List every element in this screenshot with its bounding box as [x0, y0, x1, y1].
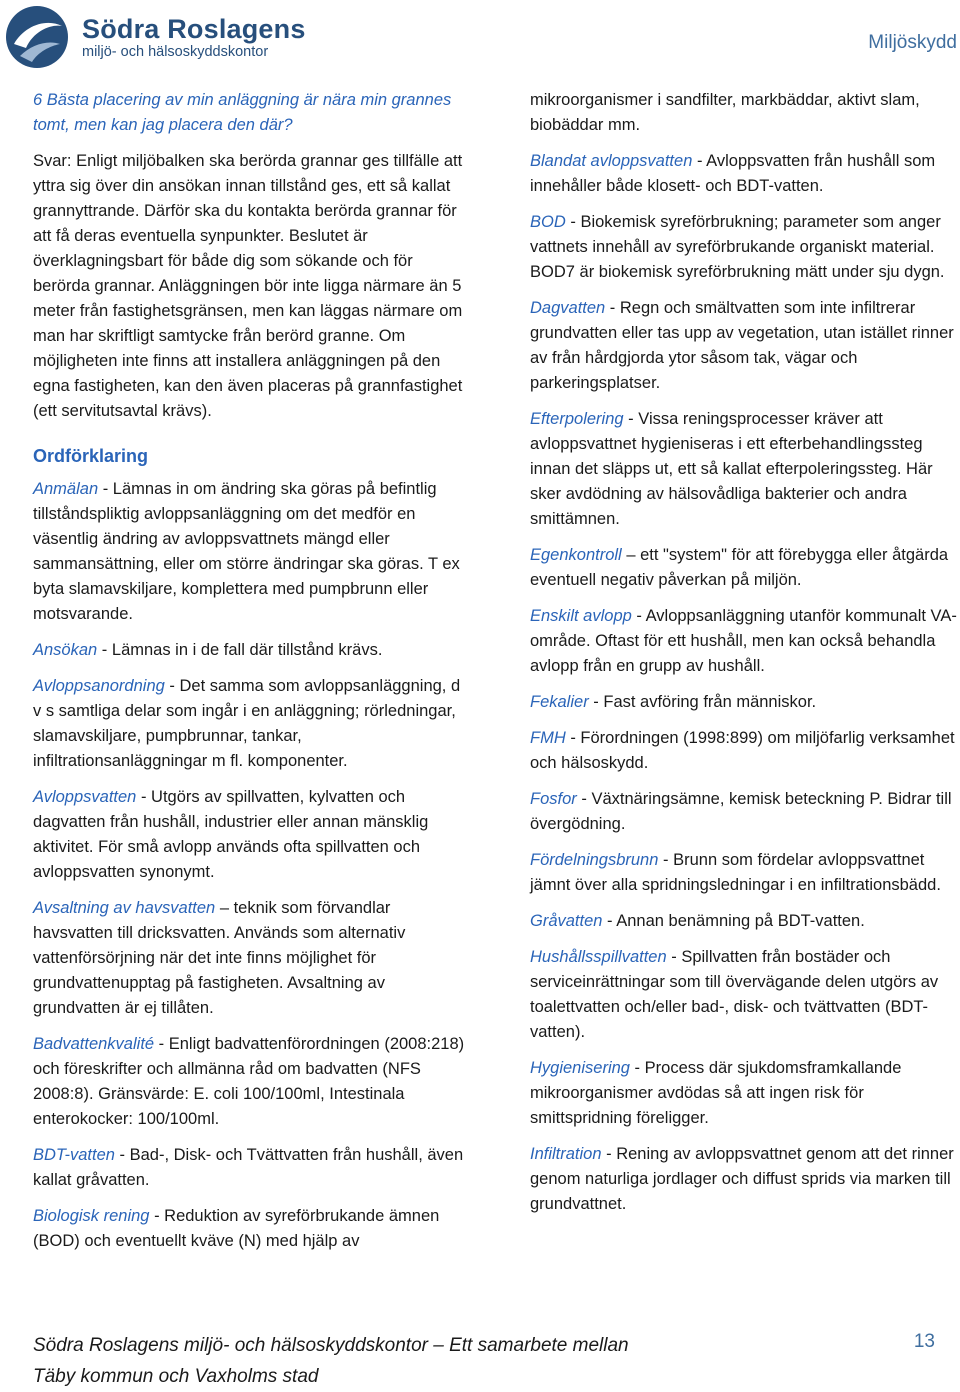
- glossary-entry: [33, 674, 465, 774]
- glossary-entry: [530, 604, 958, 679]
- glossary-entry: [530, 296, 958, 396]
- glossary-entry: [33, 1032, 465, 1132]
- glossary-separator: -: [666, 948, 682, 966]
- glossary-entry: [530, 407, 958, 532]
- glossary-separator: -: [602, 912, 617, 930]
- glossary-separator: -: [164, 677, 180, 695]
- glossary-term: BOD: [530, 213, 566, 231]
- footer-line-1: Södra Roslagens miljö- och hälsoskyddskontor – Ett samarbete mellan: [33, 1335, 629, 1356]
- glossary-entry: [33, 1143, 465, 1193]
- glossary-separator: -: [576, 790, 592, 808]
- glossary-term: Enskilt avlopp: [530, 607, 632, 625]
- glossary-entry: [530, 543, 958, 593]
- glossary-separator: -: [114, 1146, 130, 1164]
- glossary-entry: [530, 1142, 958, 1217]
- logo-mark-icon: [4, 4, 70, 70]
- glossary-list-left: [33, 477, 465, 1254]
- glossary-term: Fördelningsbrunn: [530, 851, 659, 869]
- glossary-term: Anmälan: [33, 480, 99, 498]
- glossary-entry: [530, 787, 958, 837]
- glossary-definition: Rening av avloppsvattnet genom att det rinner genom naturliga jordlager och diffust sprids via marken till grundvattnet.: [530, 1145, 954, 1213]
- glossary-list-right: [530, 149, 958, 1217]
- glossary-definition: Bad-, Disk- och Tvättvatten från hushåll, även kallat gråvatten.: [33, 1146, 464, 1189]
- glossary-separator: -: [631, 607, 646, 625]
- glossary-term: Biologisk rening: [33, 1207, 150, 1225]
- glossary-heading: Ordförklaring: [33, 446, 149, 466]
- glossary-separator: -: [692, 152, 707, 170]
- glossary-separator: -: [565, 213, 581, 231]
- glossary-entry: [530, 945, 958, 1045]
- glossary-term: Fosfor: [530, 790, 577, 808]
- glossary-separator: -: [97, 641, 112, 659]
- glossary-entry: [33, 477, 465, 627]
- footer-organization: [33, 1330, 673, 1392]
- glossary-separator: -: [601, 1145, 617, 1163]
- glossary-term: Avloppsanordning: [33, 677, 165, 695]
- logo-title: Södra Roslagens: [82, 14, 306, 44]
- glossary-definition: Lämnas in i de fall där tillstånd krävs.: [111, 641, 383, 659]
- glossary-definition: Reduktion av syreförbrukande ämnen (BOD) och eventuellt kväve (N) med hjälp av: [33, 1207, 440, 1250]
- glossary-separator: -: [149, 1207, 165, 1225]
- page-number: 13: [913, 1331, 935, 1352]
- glossary-separator: -: [623, 410, 639, 428]
- logo-subtitle: miljö- och hälsoskyddskontor: [82, 44, 269, 60]
- glossary-continuation: mikroorganismer i sandfilter, markbäddar, aktivt slam, biobäddar mm.: [530, 91, 920, 134]
- glossary-separator: -: [658, 851, 674, 869]
- glossary-separator: -: [154, 1035, 169, 1053]
- glossary-definition: Förordningen (1998:899) om miljöfarlig verksamhet och hälsoskydd.: [530, 729, 955, 772]
- glossary-definition: Process där sjukdomsframkallande mikroorganismer avdödas så att ingen risk för smittspridning föreligger.: [530, 1059, 902, 1127]
- glossary-term: Avsaltning av havsvatten: [33, 899, 216, 917]
- left-column: [33, 88, 465, 1265]
- glossary-separator: -: [629, 1059, 645, 1077]
- glossary-definition: teknik som förvandlar havsvatten till dricksvatten. Används som alternativ vattenförsörjning när det inte finns möjlighet för grundvattenupptag på fastigheten. Avsaltning av grundvatten är ej tillåten.: [33, 899, 406, 1017]
- glossary-separator: –: [621, 546, 641, 564]
- glossary-definition: Vissa reningsprocesser kräver att avloppsvattnet hygieniseras i ett efterbehandlingssteg innan det släpps ut, ett så kallat efterpoleringssteg. Här sker avdödning av hälsovådliga bakterier och andra smittämnen.: [530, 410, 933, 528]
- glossary-definition: Växtnäringsämne, kemisk beteckning P. Bidrar till övergödning.: [530, 790, 952, 833]
- glossary-term: Avloppsvatten: [33, 788, 137, 806]
- glossary-definition: Lämnas in om ändring ska göras på befintlig tillståndspliktig avloppsanläggning om det medför en väsentlig ändring av avloppsvattnets mängd eller sammansättning, eller om större ändringar ska göras. T ex byta slamavskiljare, komplettera med pumpbrunn eller motsvarande.: [33, 480, 460, 623]
- glossary-definition: Brunn som fördelar avloppsvattnet jämnt över alla spridningsledningar i en infiltrationsbädd.: [530, 851, 941, 894]
- glossary-entry: [530, 848, 958, 898]
- glossary-definition: Fast avföring från människor.: [603, 693, 817, 711]
- question-heading: 6 Bästa placering av min anläggning är nära min grannes tomt, men kan jag placera den där?: [33, 91, 452, 134]
- glossary-term: Hygienisering: [530, 1059, 630, 1077]
- glossary-definition: Avloppsanläggning utanför kommunalt VA-område. Oftast för ett hushåll, men kan också behandla avlopp från en grupp av hushåll.: [530, 607, 957, 675]
- glossary-definition: Spillvatten från bostäder och serviceinrättningar som till övervägande delen utgörs av toalettvatten och/eller bad-, disk- och tvättvatten (BDT-vatten).: [530, 948, 939, 1041]
- glossary-entry: [33, 1204, 465, 1254]
- answer-paragraph: Svar: Enligt miljöbalken ska berörda grannar ges tillfälle att yttra sig över din ansökan innan tillstånd ges, ett så kallat grannyttrande. Därför ska du kontakta berörda grannar för att få deras eventuella synpunkter. Beslutet är överklagningsbart för både dig som sökande och för berörda grannar. Anläggningen bör inte ligga närmare än 5 meter från fastighetsgränsen, men kan läggas närmare om man har skriftligt samtycke från berörd granne. Om möjligheten inte finns att installera anläggningen på den egna fastigheten, kan den även placeras på grannfastighet (ett servitutsavtal krävs).: [33, 152, 463, 420]
- glossary-separator: -: [565, 729, 581, 747]
- glossary-term: Egenkontroll: [530, 546, 622, 564]
- glossary-term: Efterpolering: [530, 410, 624, 428]
- glossary-separator: -: [588, 693, 604, 711]
- glossary-separator: -: [98, 480, 113, 498]
- glossary-entry: [33, 896, 465, 1021]
- glossary-definition: Enligt badvattenförordningen (2008:218) och föreskrifter och allmänna råd om badvatten (NFS 2008:8). Gränsvärde: E. coli 100/100ml, Intestinala enterokocker: 100/100ml.: [33, 1035, 465, 1128]
- glossary-entry: [530, 726, 958, 776]
- glossary-term: Gråvatten: [530, 912, 603, 930]
- glossary-separator: -: [136, 788, 152, 806]
- glossary-entry: [530, 210, 958, 285]
- glossary-entry: [530, 1056, 958, 1131]
- glossary-entry: [530, 690, 958, 715]
- glossary-term: Dagvatten: [530, 299, 606, 317]
- glossary-entry: [530, 909, 958, 934]
- glossary-definition: Avloppsvatten från hushåll som innehåller både klosett- och BDT-vatten.: [530, 152, 936, 195]
- glossary-separator: -: [605, 299, 620, 317]
- glossary-term: FMH: [530, 729, 566, 747]
- glossary-definition: Utgörs av spillvatten, kylvatten och dagvatten från hushåll, industrier eller annan mänsklig aktivitet. För små avlopp används ofta spillvatten och avloppsvatten synonymt.: [33, 788, 429, 881]
- glossary-definition: Biokemisk syreförbrukning; parameter som anger vattnets innehåll av syreförbrukande organiskt material. BOD7 är biokemisk syreförbrukning mätt under sju dygn.: [530, 213, 945, 281]
- glossary-definition: ett "system" för att förebygga eller åtgärda eventuell negativ påverkan på miljön.: [530, 546, 949, 589]
- glossary-term: BDT-vatten: [33, 1146, 115, 1164]
- glossary-entry: [530, 149, 958, 199]
- glossary-definition: Annan benämning på BDT-vatten.: [616, 912, 865, 930]
- section-label: Miljöskydd: [868, 32, 957, 53]
- glossary-term: Fekalier: [530, 693, 589, 711]
- glossary-term: Infiltration: [530, 1145, 602, 1163]
- footer-line-2: Täby kommun och Vaxholms stad: [33, 1366, 319, 1387]
- glossary-entry: [33, 785, 465, 885]
- glossary-definition: Regn och smältvatten som inte infiltrerar grundvatten eller tas upp av vegetation, utan istället rinner av från hårdgjorda ytor såsom tak, vägar och parkeringsplatser.: [530, 299, 954, 392]
- glossary-term: Ansökan: [33, 641, 98, 659]
- glossary-entry: [33, 638, 465, 663]
- glossary-definition: Det samma som avloppsanläggning, d v s samtliga delar som ingår i en anläggning; rörledningar, slamavskiljare, pumpbrunnar, tankar, infiltrationsanläggningar m fl. komponenter.: [33, 677, 461, 770]
- glossary-term: Badvattenkvalité: [33, 1035, 155, 1053]
- glossary-term: Hushållsspillvatten: [530, 948, 667, 966]
- page-header: [0, 0, 960, 75]
- glossary-separator: –: [215, 899, 234, 917]
- right-column: [530, 88, 958, 1228]
- glossary-term: Blandat avloppsvatten: [530, 152, 693, 170]
